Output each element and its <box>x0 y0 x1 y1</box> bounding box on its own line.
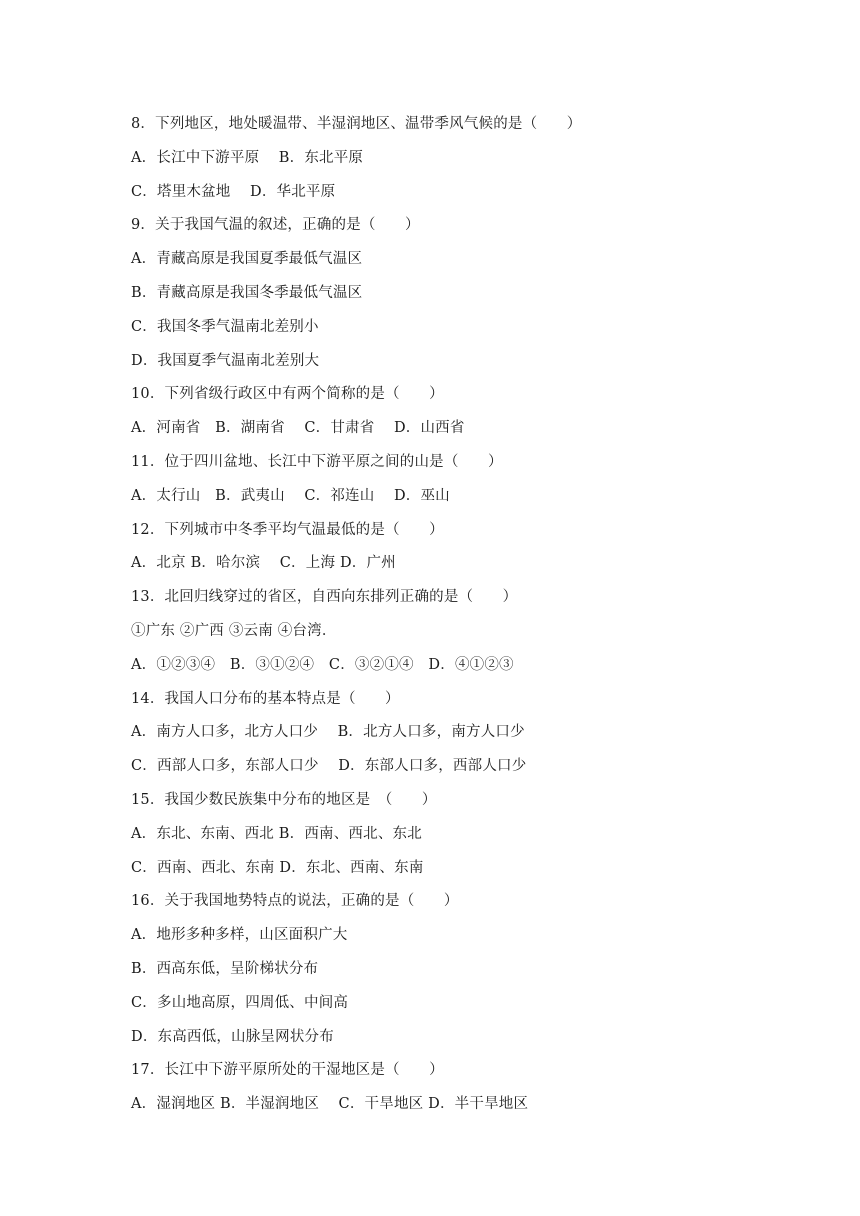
question-16-option-b: B．西高东低，呈阶梯状分布 <box>131 960 319 977</box>
question-15-stem: 15．我国少数民族集中分布的地区是 （ ） <box>131 791 437 808</box>
question-13-options: A．①②③④ B．③①②④ C．③②①④ D．④①②③ <box>131 656 514 673</box>
question-list <box>131 108 771 1122</box>
question-9-option-b: B．青藏高原是我国冬季最低气温区 <box>131 284 363 301</box>
question-12-options: A．北京 B．哈尔滨 C．上海 D．广州 <box>131 555 396 572</box>
question-8-options-cd: C．塔里木盆地 D．华北平原 <box>131 183 336 200</box>
question-10-options: A．河南省 B．湖南省 C．甘肃省 D．山西省 <box>131 420 465 437</box>
question-13-stem: 13．北回归线穿过的省区，自西向东排列正确的是（ ） <box>131 589 518 606</box>
question-9-option-a: A．青藏高原是我国夏季最低气温区 <box>131 251 363 268</box>
question-12-stem: 12．下列城市中冬季平均气温最低的是（ ） <box>131 521 444 538</box>
question-9-option-c: C．我国冬季气温南北差别小 <box>131 318 319 335</box>
question-16-option-d: D．东高西低，山脉呈网状分布 <box>131 1028 334 1045</box>
question-8-stem: 8．下列地区，地处暖温带、半湿润地区、温带季风气候的是（ ） <box>131 116 582 132</box>
question-16-option-a: A．地形多种多样，山区面积广大 <box>131 927 348 944</box>
question-14-options-ab: A．南方人口多，北方人口少 B．北方人口多，南方人口少 <box>131 724 525 741</box>
question-13-items: ①广东 ②广西 ③云南 ④台湾． <box>131 622 337 639</box>
question-9-option-d: D．我国夏季气温南北差别大 <box>131 352 320 369</box>
question-9-stem: 9．关于我国气温的叙述，正确的是（ ） <box>131 217 420 234</box>
question-17-stem: 17．长江中下游平原所处的干湿地区是（ ） <box>131 1062 444 1079</box>
question-8-options-ab: A．长江中下游平原 B．东北平原 <box>131 149 364 166</box>
question-15-options-ab: A．东北、东南、西北 B．西南、西北、东北 <box>131 825 422 842</box>
question-14-options-cd: C．西部人口多，东部人口少 D．东部人口多，西部人口少 <box>131 758 527 775</box>
question-11-options: A．太行山 B．武夷山 C．祁连山 D．巫山 <box>131 487 450 504</box>
question-16-stem: 16．关于我国地势特点的说法，正确的是（ ） <box>131 893 459 910</box>
question-14-stem: 14．我国人口分布的基本特点是（ ） <box>131 690 400 707</box>
question-11-stem: 11．位于四川盆地、长江中下游平原之间的山是（ ） <box>131 453 503 470</box>
question-15-options-cd: C．西南、西北、东南 D．东北、西南、东南 <box>131 859 424 876</box>
question-10-stem: 10．下列省级行政区中有两个简称的是（ ） <box>131 386 444 403</box>
question-16-option-c: C．多山地高原，四周低、中间高 <box>131 994 349 1011</box>
question-17-options: A．湿润地区 B．半湿润地区 C．干旱地区 D．半干旱地区 <box>131 1096 529 1113</box>
